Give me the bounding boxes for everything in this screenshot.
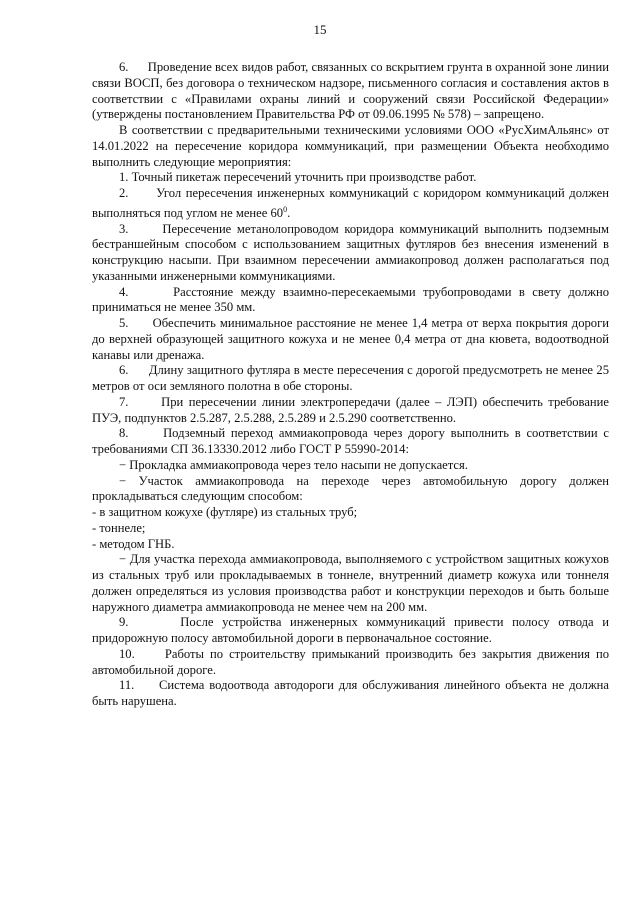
list-item-2-end: . bbox=[287, 205, 291, 220]
bullet-item-tunnel: - тоннеле; bbox=[92, 520, 146, 535]
dash-item-embankment: − Прокладка аммиакопровода через тело насыпи не допускается. bbox=[119, 457, 468, 472]
list-item-5: 5. Обеспечить минимальное расстояние не менее 1,4 метра от верха покрытия дороги до верхней образующей защитного кожуха и не менее 0,4 метра от дна кювета, водоотводной канавы или дренажа. bbox=[92, 316, 613, 362]
list-item-3: 3. Пересечение метанолопроводом коридора коммуникаций выполнить подземным бестраншейным способом с использованием защитных футляров без внесения изменений в конструкцию насыпи. При взаимном пересечении аммиакопровод должен располагаться под указанными инженерными коммуникациями. bbox=[92, 221, 613, 283]
paragraph-intro-technical-conditions: В соответствии с предварительными техническими условиями ООО «РусХимАльянс» от 14.01.2022 на пересечение коридора коммуникаций, при размещении Объекта необходимо выполнить следующие мероприятия: bbox=[92, 123, 609, 169]
degree-superscript: 0 bbox=[283, 204, 288, 214]
dash-item-casing-diameter: − Для участка перехода аммиакопровода, выполняемого с устройством защитных кожухов из стальных труб или прокладываемых в тоннеле, внутренний диаметр кожуха или тоннеля должен определяться из условия производства работ и конструкции переходов и быть больше наружного диаметра аммиакопровода не менее чем на 200 мм. bbox=[92, 552, 609, 614]
list-item-4: 4. Расстояние между взаимно-пересекаемыми трубопроводами в свету должно приниматься не менее 350 мм. bbox=[92, 284, 613, 315]
list-item-9: 9. После устройства инженерных коммуникаций привести полосу отвода и придорожную полосу автомобильной дороги в первоначальное состояние. bbox=[92, 615, 613, 645]
bullet-item-hdd: - методом ГНБ. bbox=[92, 536, 175, 551]
list-item-8: 8. Подземный переход аммиакопровода через дорогу выполнить в соответствии с требованиями СП 36.13330.2012 либо ГОСТ Р 55990-2014: bbox=[92, 426, 613, 456]
list-item-7: 7. При пересечении линии электропередачи (далее – ЛЭП) обеспечить требование ПУЭ, подпунктов 2.5.287, 2.5.288, 2.5.289 и 2.5.290 соответственно. bbox=[92, 394, 613, 425]
list-item-2-text: 2. Угол пересечения инженерных коммуникаций с коридором коммуникаций должен выполняться под углом не менее 60 bbox=[92, 186, 613, 220]
list-item-6: 6. Длину защитного футляра в месте пересечения с дорогой предусмотреть не менее 25 метров от оси земляного полотна в обе стороны. bbox=[92, 363, 613, 393]
list-item-1: 1. Точный пикетаж пересечений уточнить при производстве работ. bbox=[119, 170, 477, 185]
list-item-10: 10. Работы по строительству примыканий производить без закрытия движения по автомобильной дороге. bbox=[92, 646, 613, 677]
page-number: 15 bbox=[313, 22, 327, 37]
list-item-2 bbox=[92, 186, 613, 222]
bullet-item-casing: - в защитном кожухе (футляре) из стальных труб; bbox=[92, 505, 358, 519]
list-item-11: 11. Система водоотвода автодороги для обслуживания линейного объекта не должна быть нарушена. bbox=[92, 678, 613, 708]
paragraph-6-prohibition: 6. Проведение всех видов работ, связанных со вскрытием грунта в охранной зоне линии связи ВОСП, без договора о техническом надзоре, письменного согласия и составления актов в соответствии с «Правилами охраны линий и сооружений связи Российской Федерации» (утверждены постановлением Правительства РФ от 09.06.1995 № 578) – запрещено. bbox=[92, 60, 613, 122]
document-body bbox=[92, 60, 613, 710]
dash-item-crossing-method: − Участок аммиакопровода на переходе через автомобильную дорогу должен прокладываться следующим способом: bbox=[92, 473, 609, 504]
